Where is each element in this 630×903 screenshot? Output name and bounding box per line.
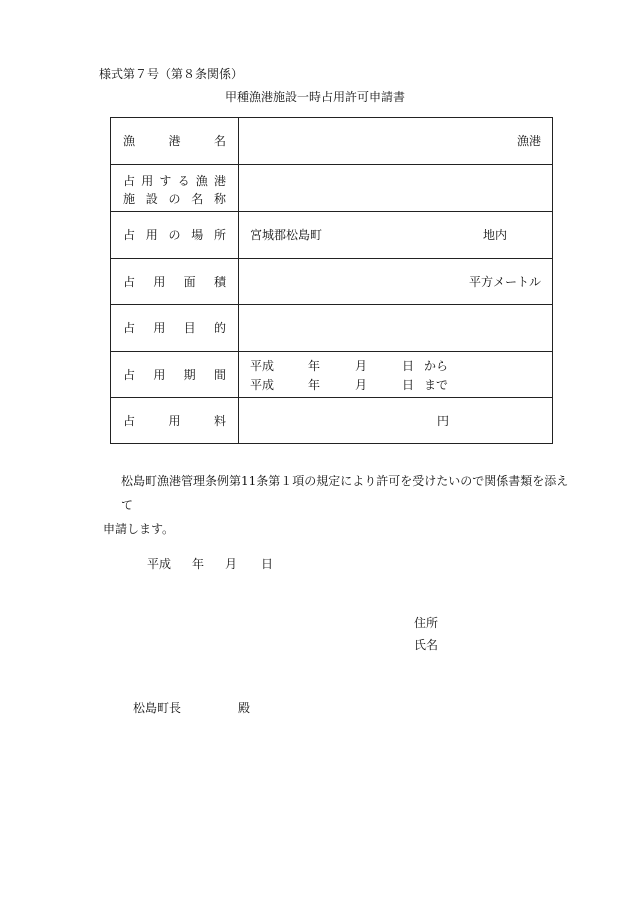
label-facility-name: 占 用 す る 漁 港 施 設 の 名 称 [111, 165, 239, 211]
location-suffix: 地内 [483, 228, 508, 242]
period-end: 平成 年 月 日 まで [250, 378, 449, 392]
addressee-name: 松島町長 [133, 701, 182, 715]
location-prefix: 宮城郡松島町 [250, 228, 323, 242]
label-port-name: 漁 港 名 [111, 118, 239, 164]
form-title: 甲種漁港施設一時占用許可申請書 [224, 90, 405, 104]
port-name-suffix: 漁港 [516, 134, 541, 148]
application-date: 平成 年 月 日 [147, 557, 274, 571]
application-statement: 松島町漁港管理条例第11条第１項の規定により許可を受けたいので関係書類を添えて 申請します。 [103, 474, 569, 536]
application-form-table [110, 117, 553, 444]
row-port-name [111, 118, 552, 165]
period-start: 平成 年 月 日 から [250, 359, 449, 373]
label-location: 占 用 の 場 所 [111, 212, 239, 258]
fee-unit: 円 [437, 414, 450, 428]
address-label: 住所 [414, 616, 439, 630]
row-facility-name [111, 165, 552, 212]
area-unit: 平方メートル [468, 275, 541, 289]
row-location [111, 212, 552, 259]
row-period [111, 352, 552, 398]
label-period: 占 用 期 間 [111, 352, 239, 397]
row-purpose [111, 305, 552, 352]
row-area [111, 259, 552, 305]
label-purpose: 占 用 目 的 [111, 305, 239, 351]
form-number: 様式第７号（第８条関係） [99, 67, 244, 81]
name-label: 氏名 [414, 638, 439, 652]
row-fee [111, 398, 552, 443]
label-fee: 占 用 料 [111, 398, 239, 443]
addressee-honorific: 殿 [238, 701, 251, 715]
label-area: 占 用 面 積 [111, 259, 239, 304]
